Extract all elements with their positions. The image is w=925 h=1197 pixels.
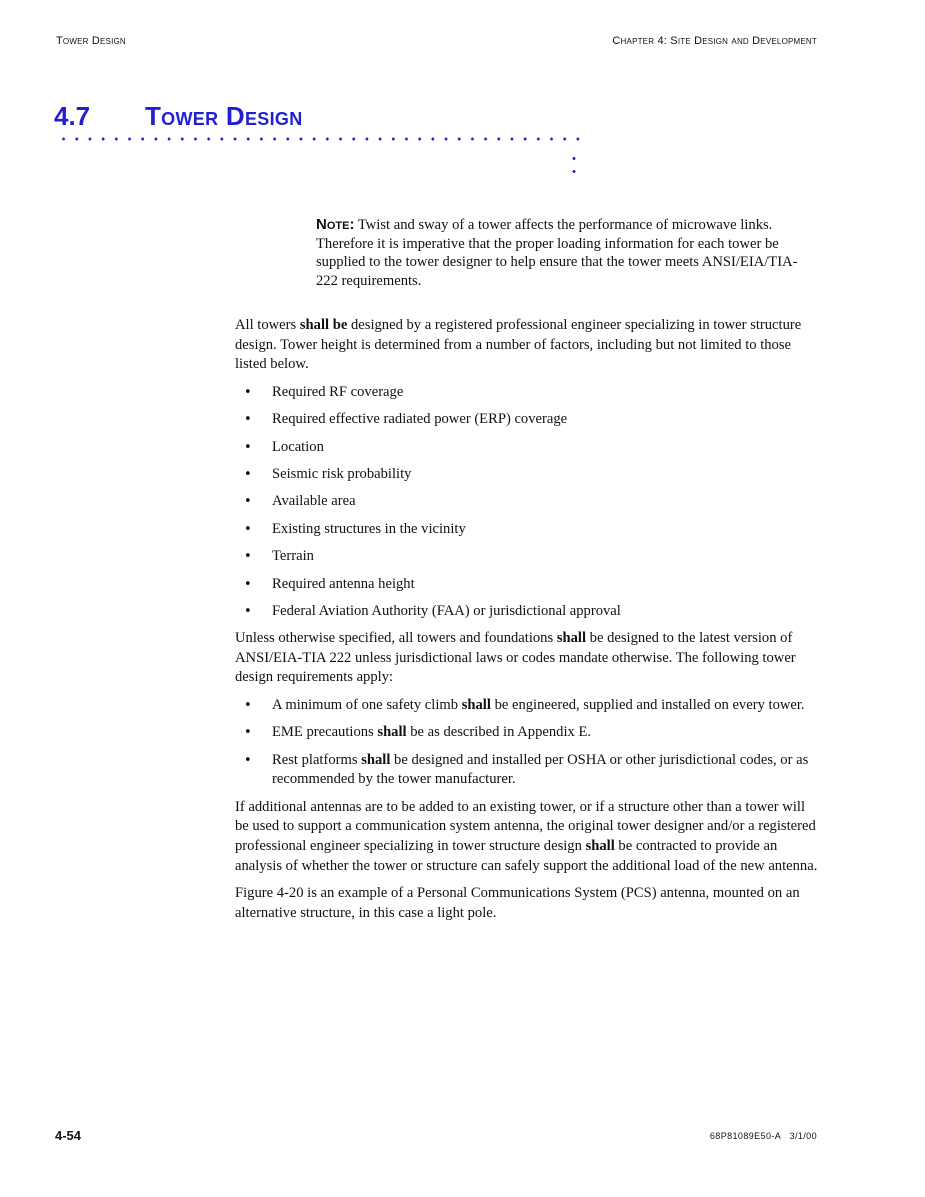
bullet-icon: • (244, 752, 252, 768)
bullet-icon: • (244, 603, 252, 619)
bullet-icon: • (244, 494, 252, 510)
para1-emphasis: shall be (299, 317, 348, 333)
list-item: • Federal Aviation Authority (FAA) or jurisdictional approval (235, 602, 820, 622)
section-heading (54, 100, 303, 132)
para1-text-before: All towers (235, 317, 297, 333)
note-text: Twist and sway of a tower affects the performance of microwave links. Therefore it is imperative that the proper loading information for each tower be supplied to the tower designer to help ensure that the tower meets ANSI/EIA/TIA-222 requirements. (316, 217, 798, 289)
paragraph-figure-reference: Figure 4-20 is an example of a Personal Communications System (PCS) antenna, mounted on an alternative structure, in this case a light pole. (235, 885, 800, 921)
bullet-icon: • (244, 466, 252, 482)
document-date: 3/1/00 (789, 1131, 817, 1141)
para1-text-after: designed by a registered professional engineer specializing in tower structure design. Tower height is determined from a number of factors, including but not limited to those listed below. (235, 317, 802, 373)
section-title: Tower Design (145, 101, 303, 131)
para3-text-before: If additional antennas are to be added to an existing tower, or if a structure other than a tower will be used to support a communication system antenna, the original tower designer and/or a registered professional engineer specializing in tower structure design (235, 798, 816, 855)
para2-emphasis: shall (556, 630, 587, 647)
para2-text-after: be designed to the latest version of ANSI/EIA-TIA 222 unless jurisdictional laws or codes mandate otherwise. The following tower design requirements apply: (235, 630, 796, 686)
requirement-list (235, 696, 820, 790)
bullet-icon: • (244, 549, 252, 565)
bullet-icon: • (244, 576, 252, 592)
list-item: • Required effective radiated power (ERP) coverage (235, 410, 820, 430)
bullet-icon: • (244, 384, 252, 400)
running-header-left: Tower Design (56, 35, 126, 47)
list-item: • Seismic risk probability (235, 465, 820, 485)
document-id: 68P81089E50-A (709, 1131, 781, 1141)
para3-emphasis: shall (585, 838, 615, 855)
note-block (316, 216, 816, 290)
dotted-rule (57, 136, 582, 142)
footer-doc-info (710, 1131, 817, 1141)
list-item: • Existing structures in the vicinity (235, 520, 820, 540)
bullet-icon: • (244, 725, 252, 741)
section-number: 4.7 (54, 101, 91, 131)
list-item: • Required antenna height (235, 575, 820, 595)
bullet-icon: • (244, 439, 252, 455)
note-label: Note: (316, 216, 355, 233)
paragraph-tower-design (235, 316, 820, 375)
bullet-icon: • (244, 521, 252, 537)
list-item: • Location (235, 438, 820, 458)
para3-text-after: be contracted to provide an analysis of whether the tower or structure can safely support the additional load of the new antenna. (235, 838, 818, 874)
list-item: • Terrain (235, 547, 820, 567)
list-item: • Required RF coverage (235, 383, 820, 403)
list-item: • EME precautions shall be as described in Appendix E. (235, 723, 820, 743)
list-item: • A minimum of one safety climb shall be engineered, supplied and installed on every tower. (235, 696, 820, 716)
page-number: 4-54 (55, 1128, 82, 1143)
dotted-rule-corner (571, 152, 577, 174)
factor-list (235, 383, 820, 622)
running-header-right: Chapter 4: Site Design and Development (612, 35, 817, 47)
paragraph-standards (235, 629, 820, 688)
paragraph-additional-antennas (235, 798, 820, 876)
bullet-icon: • (244, 698, 252, 714)
list-item: • Rest platforms shall be designed and installed per OSHA or other jurisdictional codes, or as recommended by the tower manufacturer. (244, 751, 809, 788)
list-item: • Available area (235, 492, 820, 512)
bullet-icon: • (244, 412, 252, 428)
para2-text-before: Unless otherwise specified, all towers and foundations (235, 630, 554, 647)
body-text (235, 316, 820, 931)
